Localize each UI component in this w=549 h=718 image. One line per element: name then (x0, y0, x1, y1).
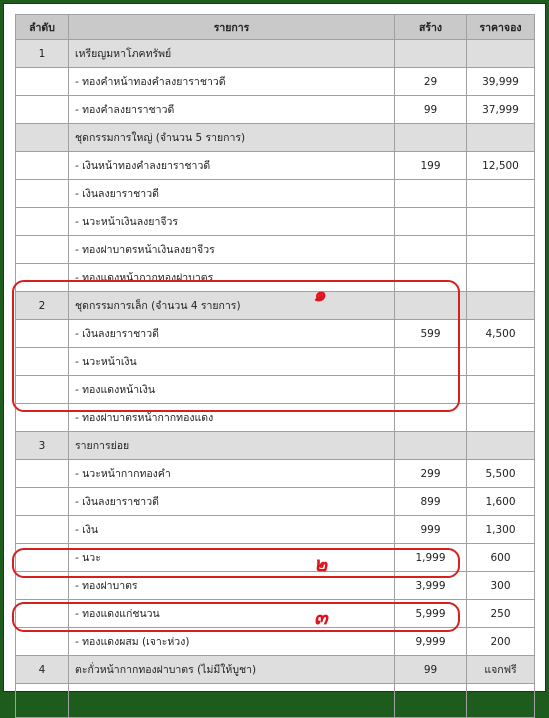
made-count-cell: 5,999 (395, 600, 467, 628)
annotation-mark-3: ๓ (314, 605, 328, 629)
table-row (16, 180, 535, 208)
made-count-cell: 299 (395, 460, 467, 488)
made-count-cell (395, 348, 467, 376)
row-number-cell (16, 628, 69, 656)
row-number-cell (16, 600, 69, 628)
item-name-cell: - เงิน (69, 516, 395, 544)
table-row (16, 628, 535, 656)
table-row (16, 572, 535, 600)
made-count-cell (395, 684, 467, 718)
price-cell: 12,500 (467, 152, 535, 180)
price-cell (467, 684, 535, 718)
item-name-cell (69, 684, 395, 718)
price-cell: 600 (467, 544, 535, 572)
row-number-cell (16, 124, 69, 152)
item-name-cell: - ทองคำหน้าทองคำลงยาราชาวดี (69, 68, 395, 96)
price-cell: 250 (467, 600, 535, 628)
row-number-cell: 4 (16, 656, 69, 684)
item-name-cell: ตะกั่วหน้ากากทองฝาบาตร (ไม่มีให้บูชา) (69, 656, 395, 684)
price-cell (467, 292, 535, 320)
price-cell: 37,999 (467, 96, 535, 124)
item-name-cell: - เงินลงยาราชาวดี (69, 488, 395, 516)
row-number-cell (16, 404, 69, 432)
document-frame (3, 3, 546, 692)
table-row (16, 320, 535, 348)
row-number-cell (16, 208, 69, 236)
row-number-cell (16, 348, 69, 376)
table-row (16, 404, 535, 432)
annotation-mark-2: ๒ (314, 552, 328, 576)
item-name-cell: - ทองแดงแก่ชนวน (69, 600, 395, 628)
made-count-cell: 99 (395, 656, 467, 684)
item-name-cell: - เงินลงยาราชาวดี (69, 180, 395, 208)
price-cell (467, 404, 535, 432)
price-cell: 200 (467, 628, 535, 656)
price-cell: 39,999 (467, 68, 535, 96)
price-cell: 1,600 (467, 488, 535, 516)
item-name-cell: - เงินหน้าทองคำลงยาราชาวดี (69, 152, 395, 180)
row-number-cell (16, 376, 69, 404)
table-header-row (16, 15, 535, 40)
item-name-cell: - นวะหน้ากากทองคำ (69, 460, 395, 488)
price-cell (467, 180, 535, 208)
item-name-cell: รายการย่อย (69, 432, 395, 460)
group-row (16, 656, 535, 684)
made-count-cell: 199 (395, 152, 467, 180)
group-row (16, 124, 535, 152)
price-cell (467, 40, 535, 68)
made-count-cell: 9,999 (395, 628, 467, 656)
row-number-cell (16, 544, 69, 572)
made-count-cell (395, 432, 467, 460)
header-made: สร้าง (395, 15, 467, 40)
table-row (16, 684, 535, 718)
table-row (16, 236, 535, 264)
header-item: รายการ (69, 15, 395, 40)
made-count-cell (395, 40, 467, 68)
row-number-cell (16, 68, 69, 96)
price-cell (467, 376, 535, 404)
table-row (16, 264, 535, 292)
price-cell (467, 432, 535, 460)
item-name-cell: - ทองแดงผสม (เจาะห่วง) (69, 628, 395, 656)
row-number-cell: 2 (16, 292, 69, 320)
made-count-cell (395, 208, 467, 236)
made-count-cell: 1,999 (395, 544, 467, 572)
group-row (16, 40, 535, 68)
made-count-cell: 99 (395, 96, 467, 124)
row-number-cell (16, 96, 69, 124)
row-number-cell (16, 152, 69, 180)
table-row (16, 544, 535, 572)
row-number-cell (16, 264, 69, 292)
item-name-cell: ชุดกรรมการเล็ก (จำนวน 4 รายการ) (69, 292, 395, 320)
table-row (16, 152, 535, 180)
table-row (16, 488, 535, 516)
item-name-cell: - นวะหน้าเงินลงยาจีวร (69, 208, 395, 236)
price-cell: แจกฟรี (467, 656, 535, 684)
table-row (16, 96, 535, 124)
made-count-cell: 29 (395, 68, 467, 96)
row-number-cell: 3 (16, 432, 69, 460)
price-table (15, 14, 535, 718)
header-no: ลำดับ (16, 15, 69, 40)
table-row (16, 348, 535, 376)
table-row (16, 208, 535, 236)
row-number-cell (16, 488, 69, 516)
group-row (16, 432, 535, 460)
row-number-cell (16, 460, 69, 488)
item-name-cell: - นวะหน้าเงิน (69, 348, 395, 376)
item-name-cell: - เงินลงยาราชาวดี (69, 320, 395, 348)
item-name-cell: - ทองฝาบาตร (69, 572, 395, 600)
row-number-cell (16, 516, 69, 544)
made-count-cell: 599 (395, 320, 467, 348)
item-name-cell: - ทองแดงหน้าเงิน (69, 376, 395, 404)
made-count-cell (395, 292, 467, 320)
row-number-cell (16, 236, 69, 264)
made-count-cell: 3,999 (395, 572, 467, 600)
made-count-cell (395, 264, 467, 292)
price-cell (467, 124, 535, 152)
made-count-cell (395, 404, 467, 432)
price-cell (467, 236, 535, 264)
price-cell (467, 348, 535, 376)
table-row (16, 600, 535, 628)
made-count-cell (395, 236, 467, 264)
item-name-cell: - ทองคำลงยาราชาวดี (69, 96, 395, 124)
table-row (16, 68, 535, 96)
table-row (16, 460, 535, 488)
made-count-cell (395, 124, 467, 152)
price-cell: 1,300 (467, 516, 535, 544)
price-cell: 5,500 (467, 460, 535, 488)
row-number-cell (16, 572, 69, 600)
price-cell (467, 208, 535, 236)
row-number-cell (16, 180, 69, 208)
table-row (16, 376, 535, 404)
group-row (16, 292, 535, 320)
made-count-cell: 999 (395, 516, 467, 544)
price-cell: 300 (467, 572, 535, 600)
made-count-cell: 899 (395, 488, 467, 516)
item-name-cell: - ทองแดงหน้ากากทองฝาบาตร (69, 264, 395, 292)
header-price: ราคาจอง (467, 15, 535, 40)
price-cell: 4,500 (467, 320, 535, 348)
row-number-cell (16, 320, 69, 348)
item-name-cell: ชุดกรรมการใหญ่ (จำนวน 5 รายการ) (69, 124, 395, 152)
table-body (16, 40, 535, 718)
item-name-cell: - นวะ (69, 544, 395, 572)
made-count-cell (395, 180, 467, 208)
item-name-cell: - ทองฝาบาตรหน้าเงินลงยาจีวร (69, 236, 395, 264)
row-number-cell (16, 684, 69, 718)
item-name-cell: - ทองฝาบาตรหน้ากากทองแดง (69, 404, 395, 432)
item-name-cell: เหรียญมหาโภคทรัพย์ (69, 40, 395, 68)
price-cell (467, 264, 535, 292)
annotation-mark-1: ๑ (313, 282, 326, 306)
table-row (16, 516, 535, 544)
row-number-cell: 1 (16, 40, 69, 68)
made-count-cell (395, 376, 467, 404)
